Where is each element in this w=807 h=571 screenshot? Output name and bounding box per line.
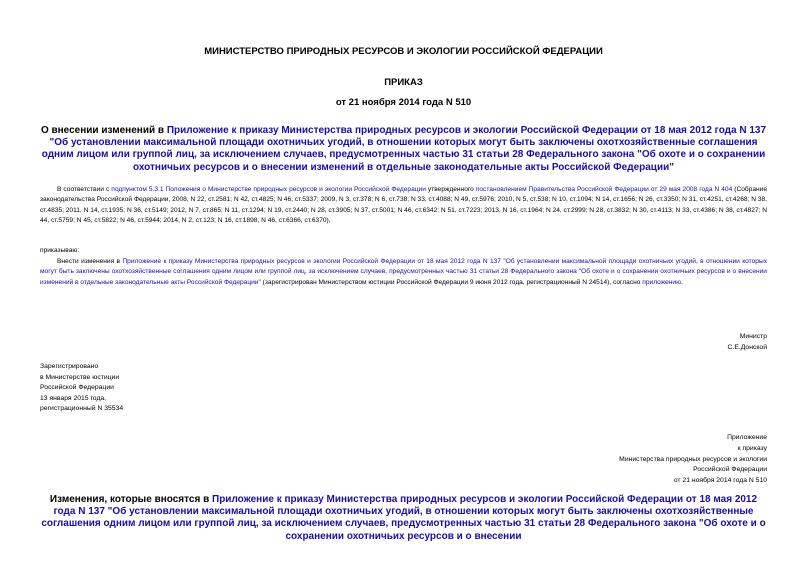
registration-line: в Министерстве юстиции (40, 373, 120, 381)
appendix-line: к приказу (737, 444, 767, 452)
body-text-2: (зарегистрирован Министерством юстиции Российской Федерации 9 июня 2012 года, регистрационный N 24514), согласно (260, 278, 643, 286)
registration-line: Российской Федерации (40, 384, 114, 392)
body-text-3: . (681, 278, 683, 286)
appendix-line: от 21 ноября 2014 года N 510 (673, 477, 767, 485)
appendix-line: Министерства природных ресурсов и экологии (619, 455, 767, 463)
appendix-line: Приложение (727, 434, 767, 441)
changes-title-prefix: Изменения, которые вносятся в (49, 494, 212, 505)
signature-position: Министр (739, 333, 767, 340)
preamble-text-1: В соответствии с (57, 186, 112, 193)
preamble-text-2: утвержденного (425, 186, 476, 193)
ministry-heading: МИНИСТЕРСТВО ПРИРОДНЫХ РЕСУРСОВ И ЭКОЛОГИИ РОССИЙСКОЙ ФЕДЕРАЦИИ (204, 46, 603, 57)
appendix-block (619, 433, 767, 487)
date-number-heading: от 21 ноября 2014 года N 510 (335, 97, 472, 108)
government-decree-link[interactable]: постановлением Правительства Российской Федерации от 29 мая 2008 года N 404 (475, 186, 733, 193)
signature-block (728, 332, 767, 353)
body-paragraph (40, 257, 767, 288)
registration-line: регистрационный N 35534 (40, 405, 124, 413)
registration-line: Зарегистрировано (40, 363, 99, 370)
body-text-1: Внести изменения в (57, 258, 123, 265)
document-title (34, 125, 773, 174)
registration-block (40, 362, 123, 415)
appendix-line: Российской Федерации (693, 466, 767, 474)
registration-line: 13 января 2015 года, (40, 394, 107, 402)
title-prefix: О внесении изменений в (40, 125, 167, 136)
preamble-paragraph (40, 185, 767, 227)
doc-type-heading: ПРИКАЗ (384, 77, 423, 88)
changes-title-link[interactable]: Приложение к приказу Министерства природных ресурсов и экологии Российской Федерации от 18 мая 2012 года N 137 "Об установлении максимальной площади охотничьих угодий, в отношении которых могут быть заключены охотхозяйственные соглашения одним лицом или группой лиц, за исключением случаев, предусмотренных частью 31 статьи 28 Федерального закона "Об охоте и о сохранении охотничьих ресурсов и о внесении (41, 494, 766, 542)
order-word: приказываю: (40, 247, 80, 254)
preamble-text-3: (Собрание законодательства Российской Федерации, 2008, N 22, ст.2581; N 42, ст.4825; N 46, ст.5337; 2009, N 3, ст.378; N 6, ст.738; N 33, ст.4088; N 49, ст.5976; 2010, N 5, ст.538; N 10, ст.1094; N 14, ст.1656; N 26, ст.3350; N 31, ст.4251, ст.4268; N 38, ст.4835; 2011, N 14, ст.1935; N 36, ст.5149; 2012, N 7, ст.865; N 11, ст.1294; N 19, ст.2440; N 28, ст.3905; N 37, ст.5001; N 46, ст.6342; N 51, ст.7223; 2013, N 16, ст.1964; N 24, ст.2999; N 28, ст.3832; N 30, ст.4113; N 33, ст.4386; N 38, ст.4827; N 44, ст.5759; N 45, ст.5822; N 46, ст.5944; 2014, N 2, ст.123; N 16, ст.1898; N 46, ст.6366, ст.6370), (40, 186, 767, 225)
signature-name: С.Е.Донской (727, 343, 767, 351)
title-link[interactable]: Приложение к приказу Министерства природных ресурсов и экологии Российской Федерации от 18 мая 2012 года N 137 "Об установлении максимальной площади охотничьих угодий, в отношении которых могут быть заключены охотхозяйственные соглашения одним лицом или группой лиц, за исключением случаев, предусмотренных частью 31 статьи 28 Федерального закона "Об охоте и о сохранении охотничьих ресурсов и о внесении изменений в отдельные законодательные акты Российской Федерации" (41, 125, 767, 173)
amended-order-link[interactable]: Приложение к приказу Министерства природных ресурсов и экологии Российской Федерации от 18 мая 2012 года N 137 "Об установлении максимальной площади охотничьих угодий, в отношении которых могут быть заключены охотхозяйственные соглашения одним лицом или группой лиц, за исключением случаев, предусмотренных частью 31 статьи 28 Федерального закона "Об охоте и о сохранении охотничьих ресурсов и о внесении изменений в отдельные законодательные акты Российской Федерации" (40, 258, 767, 286)
changes-title (40, 494, 767, 543)
regulation-link[interactable]: подпунктом 5.3.1 Положения о Министерстве природных ресурсов и экологии Российской Федерации (111, 186, 426, 193)
appendix-link[interactable]: приложению (642, 278, 682, 286)
